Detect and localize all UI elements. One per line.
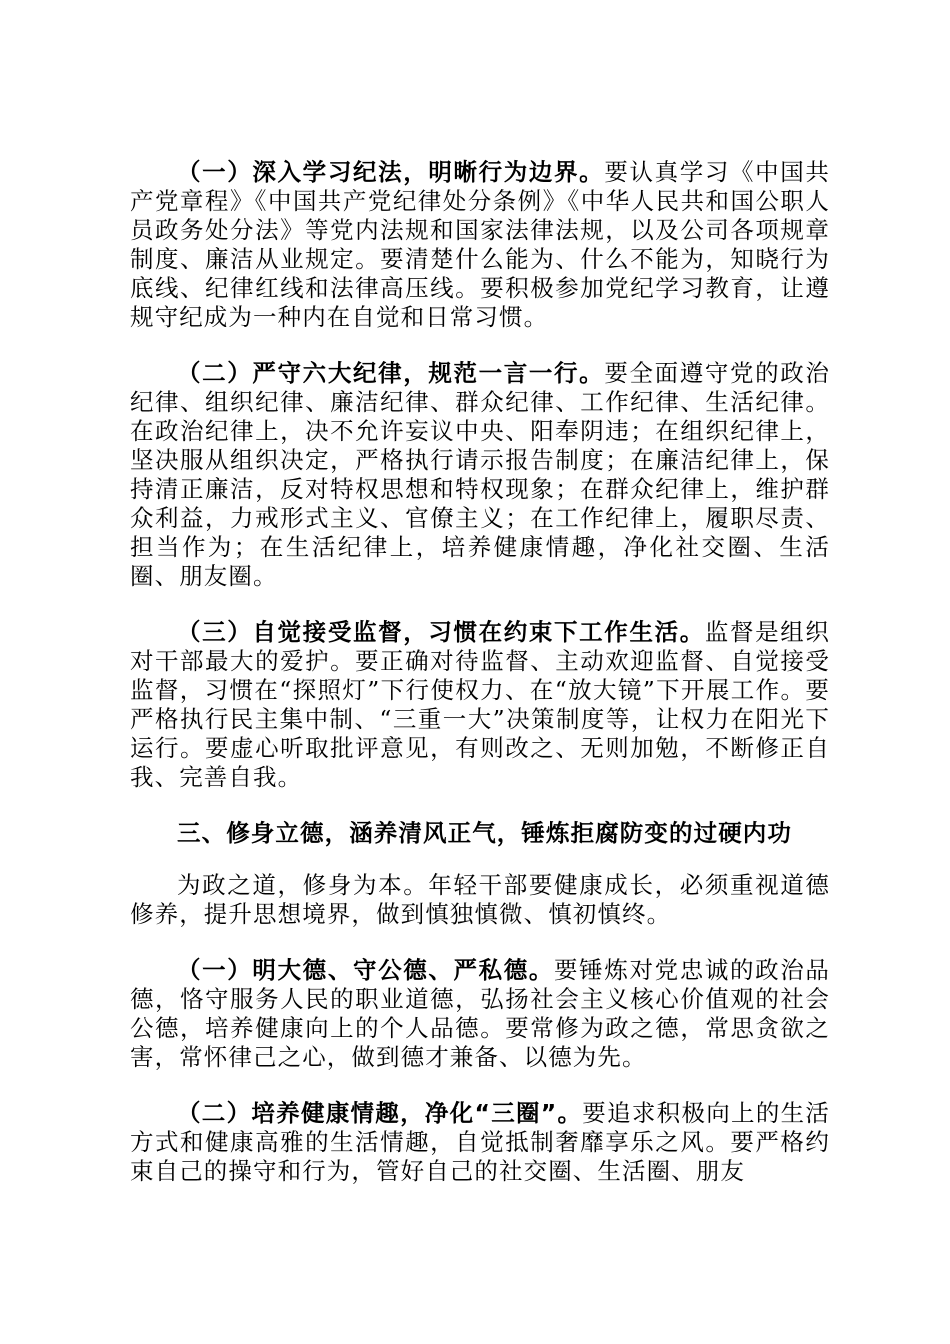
paragraph-intro: [130, 871, 830, 929]
paragraph-lead: （一）明大德、守公德、严私德。: [177, 956, 555, 984]
paragraph-accept-supervision: [130, 618, 830, 792]
paragraph-body: 要认真学习《中国共产党章程》《中国共产党纪律处分条例》《中华人民共和国公职人员政务处分法》等党内法规和国家法律法规，以及公司各项规章制度、廉洁从业规定。要清楚什么能为、什么不能为，知晓行为底线、纪律红线和法律高压线。要积极参加党纪学习教育，让遵规守纪成为一种内在自觉和日常习惯。: [130, 158, 830, 331]
paragraph-lead: （二）培养健康情趣，净化“三圈”。: [177, 1099, 583, 1127]
section-heading: [130, 819, 830, 848]
paragraph-body: 要追求积极向上的生活方式和健康高雅的生活情趣，自觉抵制奢靡享乐之风。要严格约束自己的操守和行为，管好自己的社交圈、生活圈、朋友: [130, 1099, 830, 1185]
paragraph-body: 要全面遵守党的政治纪律、组织纪律、廉洁纪律、群众纪律、工作纪律、生活纪律。在政治纪律上，决不允许妄议中央、阳奉阴违；在组织纪律上，坚决服从组织决定，严格执行请示报告制度；在廉洁纪律上，保持清正廉洁，反对特权思想和特权现象；在群众纪律上，维护群众利益，力戒形式主义、官僚主义；在工作纪律上，履职尽责、担当作为；在生活纪律上，培养健康情趣，净化社交圈、生活圈、朋友圈。: [130, 359, 830, 590]
paragraph-body: 监督是组织对干部最大的爱护。要正确对待监督、主动欢迎监督、自觉接受监督，习惯在“探照灯”下行使权力、在“放大镜”下开展工作。要严格执行民主集中制、“三重一大”决策制度等，让权力在阳光下运行。要虚心听取批评意见，有则改之、无则加勉，不断修正自我、完善自我。: [130, 618, 831, 791]
paragraph-lead: （一）深入学习纪法，明晰行为边界。: [177, 158, 605, 186]
paragraph-morality: [130, 956, 830, 1072]
paragraph-lead: （二）严守六大纪律，规范一言一行。: [177, 359, 605, 387]
document-page: [130, 158, 830, 1213]
paragraph-body: 要锤炼对党忠诚的政治品德，恪守服务人民的职业道德，弘扬社会主义核心价值观的社会公德，培养健康向上的个人品德。要常修为政之德，常思贪欲之害，常怀律己之心，做到德才兼备、以德为先。: [130, 956, 831, 1071]
paragraph-body: 为政之道，修身为本。年轻干部要健康成长，必须重视道德修养，提升思想境界，做到慎独慎微、慎初慎终。: [130, 871, 830, 928]
section-heading-text: 三、修身立德，涵养清风正气，锤炼拒腐防变的过硬内功: [177, 819, 792, 847]
paragraph-healthy-interests: [130, 1099, 830, 1186]
paragraph-study-discipline: [130, 158, 830, 332]
paragraph-six-disciplines: [130, 359, 830, 591]
paragraph-lead: （三）自觉接受监督，习惯在约束下工作生活。: [177, 618, 705, 646]
